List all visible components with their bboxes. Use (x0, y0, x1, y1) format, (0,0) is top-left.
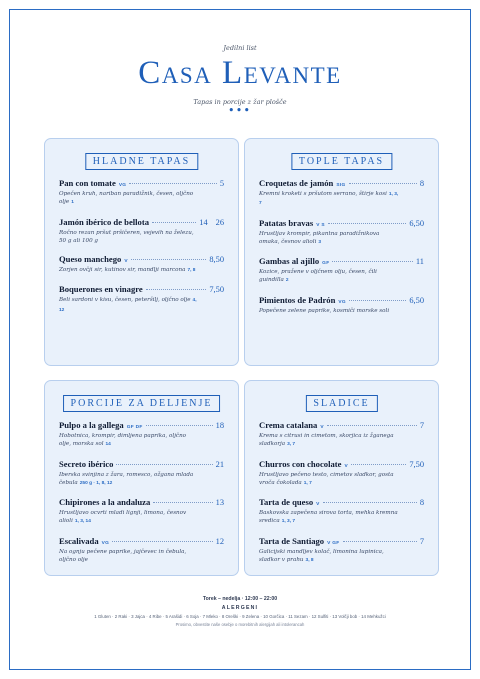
dish-description (259, 190, 399, 209)
dish-description (59, 432, 199, 450)
dish-description (59, 509, 199, 527)
allergen-codes: 1, 3, 14 (74, 519, 91, 525)
section-title: SLADICE (305, 395, 377, 412)
menu-item (59, 284, 224, 315)
section-title: PORCIJE ZA DELJENJE (63, 395, 221, 412)
dish-name: Escalivada (59, 535, 99, 546)
menu-item (59, 178, 224, 208)
menu-item-row (59, 254, 224, 264)
dietary-tag: VG (338, 299, 346, 305)
dish-description-text: Opečen kruh, nariban paradižnik, česen, oljčno olje (59, 191, 194, 206)
menu-item (259, 497, 424, 527)
dish-name: Croquetas de jamón (259, 178, 334, 188)
menu-item (259, 295, 424, 315)
dot-leader (152, 222, 196, 223)
section-panel (44, 138, 239, 366)
dish-description (59, 548, 199, 565)
dish-price: 8,50 (209, 255, 224, 265)
dish-description-text: Hrustljavo ocvrti mladi lignji, limona, česnov alioli (59, 510, 187, 525)
menu-item-list (59, 178, 224, 324)
dish-price: 7,50 (209, 285, 224, 295)
menu-item (259, 218, 424, 248)
menu-footer (0, 596, 480, 627)
dish-description-text: Iberska svinjina z žara, romesco, ožgana mlada čebula (59, 471, 194, 486)
allergens-note: Prosimo, obvestite naše osebje o morebitnih alergijah ali intolerancah (175, 622, 305, 627)
menu-item (59, 459, 224, 489)
menu-item (59, 254, 224, 275)
dish-name: Tarta de queso (259, 497, 314, 508)
dish-name: Chipirones a la andaluza (59, 497, 151, 508)
allergen-codes: 1, 3, 7 (281, 519, 296, 525)
dish-price: 8 (419, 179, 424, 188)
dish-description-text: Beli sardoni v kisu, česen, peteršilj, oljčno olje (59, 297, 191, 304)
dish-description-text: Hrustljav krompir, pikantna paradižnikova omaka, česnov alioli (259, 230, 380, 245)
section-panel (244, 380, 439, 576)
dietary-tag: V (316, 502, 320, 508)
allergen-codes: 2 (285, 278, 289, 284)
dish-description-text: Ročno rezan pršut pršičeren, vejevih na železu, 50 g ali 100 g (59, 229, 194, 244)
allergens-list: 1 Gluten · 2 Raki · 3 Jajca · 4 Ribe · 5 Arašidi · 6 Soja · 7 Mleko · 8 Oreški · 9 Zelena · 10 Gorčica · 11 Sezam · 12 Sulfiti · 13 Volčji bob · 14 Mehkužci (94, 614, 386, 619)
dish-description (259, 230, 399, 248)
dot-leader (328, 223, 407, 224)
dish-description (259, 471, 399, 489)
menu-item-row (59, 284, 224, 294)
menu-header (0, 44, 480, 115)
menu-item-list (59, 420, 224, 573)
dish-description-text: Galicijski mandljev kolač, limonina lupinica, sladkor v prahu (259, 548, 384, 564)
dish-name: Churros con chocolate (259, 458, 342, 469)
menu-item-row (259, 420, 424, 430)
menu-item (59, 420, 224, 450)
menu-item-row (259, 295, 424, 305)
dish-name: Pimientos de Padrón (259, 294, 336, 305)
allergen-codes: 14 (105, 442, 111, 448)
dish-price: 14 (199, 217, 208, 227)
dish-description-text: Na ognju pečene paprike, jajčevec in čebula, oljčno olje (59, 548, 187, 564)
menu-item (259, 420, 424, 450)
dish-description (59, 471, 199, 489)
menu-item (259, 178, 424, 209)
menu-item-row (59, 178, 224, 188)
menu-item-row (259, 256, 424, 266)
menu-item (59, 217, 224, 246)
dish-price: 13 (215, 498, 224, 508)
dish-name: Queso manchego (59, 254, 122, 265)
menu-kicker: Jedilni list (223, 44, 257, 52)
dot-leader (323, 502, 417, 503)
dietary-tag: V (344, 463, 348, 469)
dish-description (259, 509, 399, 527)
allergen-codes: 3, 8 (305, 558, 314, 564)
dietary-tag: GF DF (126, 425, 143, 430)
dish-price-large: 26 (215, 217, 224, 227)
dietary-tag: V (124, 259, 128, 265)
menu-item-row (259, 218, 424, 228)
opening-hours: Torek – nedelja · 12:00 – 22:00 (202, 596, 278, 602)
dietary-tag: VG (101, 540, 110, 546)
dot-leader (112, 541, 212, 542)
menu-item-row (59, 536, 224, 546)
allergen-codes: 1 (71, 200, 74, 206)
dish-name: Jamón ibérico de bellota (59, 216, 149, 227)
dish-description (59, 190, 199, 208)
dish-description (59, 266, 199, 275)
dish-price: 21 (215, 459, 224, 469)
allergen-codes: 1, 7 (303, 480, 312, 486)
dish-description-text: Kozice, pražene v oljčnem olju, česen, čili guindilla (259, 269, 377, 284)
dot-leader (327, 425, 417, 426)
dietary-tag: GF (322, 261, 330, 267)
menu-item (259, 256, 424, 286)
menu-item-row (59, 217, 224, 227)
dot-leader (349, 300, 406, 301)
ornament-dots: ••• (228, 106, 252, 116)
allergen-codes: 7, 8 (187, 268, 196, 274)
dish-price: 7 (419, 421, 424, 430)
dish-price: 18 (215, 421, 224, 430)
menu-item (59, 536, 224, 565)
dish-description (259, 548, 399, 566)
dish-price: 6,50 (409, 218, 424, 228)
menu-item-row (259, 178, 424, 188)
menu-item (259, 459, 424, 489)
menu-item-row (59, 459, 224, 469)
menu-item-row (59, 497, 224, 507)
dot-leader (131, 259, 207, 260)
dot-leader (349, 183, 417, 184)
dish-price: 5 (219, 179, 224, 188)
menu-item-list (259, 178, 424, 324)
dot-leader (146, 289, 207, 290)
dot-leader (343, 541, 417, 542)
dish-description (59, 296, 199, 315)
dish-name: Secreto ibérico (59, 458, 114, 469)
dish-price: 11 (415, 257, 424, 267)
dish-price: 7,50 (409, 459, 424, 469)
dish-description (259, 432, 399, 450)
restaurant-name: Casa Levante (138, 55, 342, 91)
allergens-title: ALERGENI (221, 605, 259, 611)
dot-leader (129, 183, 216, 184)
dish-name: Pulpo a la gallega (59, 420, 124, 430)
section-title: TOPLE TAPAS (291, 153, 392, 170)
allergen-codes: 1, 3, 7 (259, 192, 399, 207)
dot-leader (146, 425, 213, 426)
allergen-codes: 4, 12 (59, 298, 197, 313)
menu-item (59, 497, 224, 527)
dietary-tag: VG (118, 183, 127, 188)
dish-price: 12 (215, 536, 224, 546)
dot-leader (351, 464, 406, 465)
allergen-codes: 3, 7 (287, 442, 296, 448)
menu-item-row (259, 536, 424, 546)
dish-description-text: Hobotnica, krompir, dimljena paprika, oljčno olje, morska sol (59, 433, 187, 448)
dietary-tag: SIG (336, 183, 346, 188)
dish-name: Pan con tomate (59, 178, 116, 188)
dish-description (259, 268, 399, 286)
section-panel (244, 138, 439, 366)
dish-description (59, 229, 199, 246)
dish-name: Tarta de Santiago (259, 535, 325, 546)
dietary-tag: V S (316, 222, 325, 228)
dietary-tag: V (320, 425, 324, 430)
menu-item-row (59, 420, 224, 430)
dish-name: Boquerones en vinagre (59, 284, 143, 295)
section-title: HLADNE TAPAS (85, 153, 198, 170)
dish-name: Patatas bravas (259, 217, 314, 228)
dish-name: Gambas al ajillo (259, 256, 320, 267)
section-panel (44, 380, 239, 576)
menu-subtitle: Tapas in porcije z žar plošče (193, 98, 287, 106)
menu-item-row (259, 459, 424, 469)
dish-description-text: Baskovska zapečena sirova torta, mehka kremna sredica (259, 510, 398, 525)
allergen-codes: 3 (318, 239, 322, 245)
dot-leader (153, 502, 212, 503)
dish-description (259, 307, 399, 315)
dish-description-text: Kremni kroketi s pršutom serrano, štirje kosi (259, 191, 387, 197)
menu-item (259, 536, 424, 566)
dish-description-text: Hrustljavo pečeno testo, cimetov sladkor, gosta vroča čokolada (259, 471, 394, 486)
dish-price: 8 (419, 498, 424, 508)
dish-description-text: Krema s citrusi in cimetom, skorjica iz žganega sladkorja (259, 433, 394, 448)
dish-description-text: Popečene zelene paprike, kosmiči morske soli (259, 307, 390, 314)
dish-name: Crema catalana (259, 420, 318, 430)
dish-description-text: Zorjen ovčji sir, kutinov sir, mandlji marcona (59, 267, 186, 274)
menu-item-row (259, 497, 424, 507)
dietary-tag: V GF (327, 540, 340, 546)
dish-price: 7 (419, 536, 424, 546)
dot-leader (116, 464, 212, 465)
menu-item-list (259, 420, 424, 574)
dish-price: 6,50 (409, 295, 424, 305)
allergen-codes: 250 g · 1, 8, 12 (79, 480, 113, 486)
dot-leader (332, 261, 412, 262)
